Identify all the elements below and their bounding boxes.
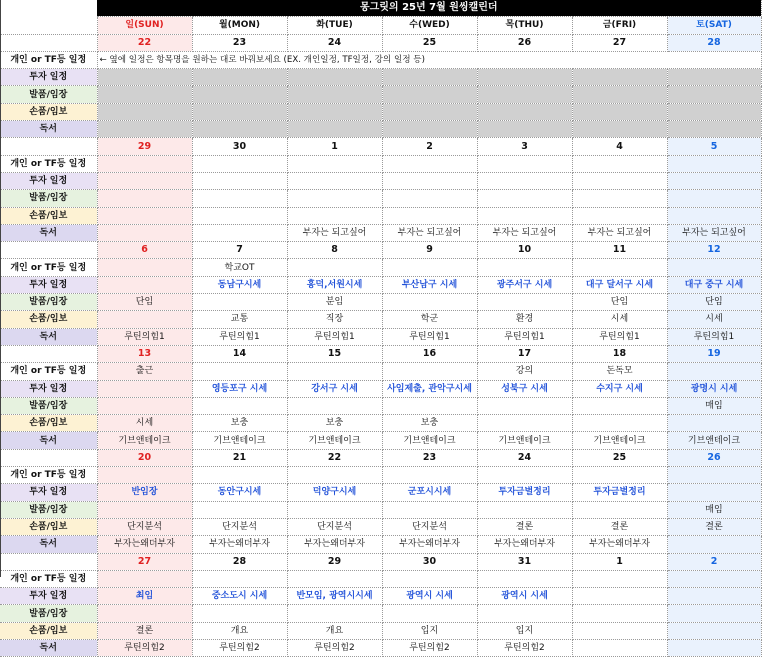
desk-research-cell[interactable] xyxy=(572,415,667,432)
reading-cell[interactable]: 부자는 되고싶어 xyxy=(382,224,477,241)
desk-research-cell[interactable]: 단지분석 xyxy=(97,518,192,535)
invest-schedule-cell[interactable] xyxy=(382,69,477,86)
date-cell[interactable]: 1 xyxy=(572,553,667,570)
date-cell[interactable]: 27 xyxy=(572,34,667,51)
reading-cell[interactable]: 기브앤테이크 xyxy=(477,432,572,449)
field-visit-cell[interactable] xyxy=(97,397,192,414)
invest-schedule-cell[interactable]: 동남구시세 xyxy=(192,276,287,293)
desk-research-cell[interactable] xyxy=(97,103,192,120)
field-visit-cell[interactable] xyxy=(97,86,192,103)
invest-schedule-cell[interactable]: 강서구 시세 xyxy=(287,380,382,397)
reading-cell[interactable]: 루틴의힘1 xyxy=(382,328,477,345)
tf-schedule-cell[interactable] xyxy=(382,467,477,484)
field-visit-cell[interactable] xyxy=(572,190,667,207)
invest-schedule-cell[interactable]: 대구 달서구 시세 xyxy=(572,276,667,293)
row-label-field-visit: 발품/임장 xyxy=(0,501,97,518)
tf-schedule-cell[interactable] xyxy=(192,570,287,587)
reading-cell[interactable]: 기브앤테이크 xyxy=(382,432,477,449)
field-visit-cell[interactable] xyxy=(382,605,477,622)
date-cell[interactable]: 3 xyxy=(477,138,572,155)
reading-cell[interactable] xyxy=(382,121,477,138)
date-cell[interactable]: 29 xyxy=(97,138,192,155)
day-header: 금(FRI) xyxy=(572,17,667,34)
row-label-invest-schedule: 투자 일정 xyxy=(0,69,97,86)
invest-schedule-cell[interactable]: 부산남구 시세 xyxy=(382,276,477,293)
desk-research-cell[interactable] xyxy=(287,103,382,120)
reading-cell[interactable]: 루틴의힘1 xyxy=(667,328,761,345)
desk-research-cell[interactable] xyxy=(572,622,667,639)
invest-schedule-cell[interactable] xyxy=(97,380,192,397)
desk-research-cell[interactable]: 단지분석 xyxy=(382,518,477,535)
desk-research-cell[interactable]: 시세 xyxy=(97,415,192,432)
invest-schedule-cell[interactable] xyxy=(572,69,667,86)
date-cell[interactable]: 30 xyxy=(192,138,287,155)
row-label-tf-schedule: 개인 or TF등 일정 xyxy=(0,259,97,276)
invest-schedule-cell[interactable] xyxy=(97,69,192,86)
tf-schedule-cell[interactable] xyxy=(572,155,667,172)
field-visit-cell[interactable] xyxy=(382,86,477,103)
tf-schedule-cell[interactable] xyxy=(97,155,192,172)
desk-research-cell[interactable]: 결론 xyxy=(572,518,667,535)
calendar-title: 몽그릿의 25년 7월 원씽캘린더 xyxy=(97,0,761,17)
date-cell[interactable]: 15 xyxy=(287,345,382,362)
tf-schedule-cell[interactable] xyxy=(97,467,192,484)
row-label-field-visit: 발품/임장 xyxy=(0,190,97,207)
tf-schedule-cell[interactable] xyxy=(97,259,192,276)
invest-schedule-cell[interactable]: 덕양구시세 xyxy=(287,484,382,501)
date-cell[interactable]: 9 xyxy=(382,242,477,259)
field-visit-cell[interactable] xyxy=(382,501,477,518)
tf-schedule-cell[interactable] xyxy=(287,363,382,380)
date-cell[interactable]: 6 xyxy=(97,242,192,259)
field-visit-cell[interactable] xyxy=(667,605,761,622)
field-visit-cell[interactable] xyxy=(192,605,287,622)
tf-schedule-cell[interactable] xyxy=(287,467,382,484)
field-visit-cell[interactable] xyxy=(287,86,382,103)
desk-research-cell[interactable] xyxy=(667,103,761,120)
desk-research-cell[interactable] xyxy=(572,207,667,224)
tf-schedule-cell[interactable] xyxy=(192,155,287,172)
tf-schedule-cell[interactable] xyxy=(382,363,477,380)
tf-schedule-cell[interactable] xyxy=(287,570,382,587)
desk-research-cell[interactable]: 결론 xyxy=(97,622,192,639)
reading-cell[interactable] xyxy=(572,639,667,656)
date-cell[interactable]: 5 xyxy=(667,138,761,155)
desk-research-cell[interactable]: 시세 xyxy=(667,311,761,328)
desk-research-cell[interactable] xyxy=(477,415,572,432)
desk-research-cell[interactable] xyxy=(572,103,667,120)
invest-schedule-cell[interactable] xyxy=(572,588,667,605)
desk-research-cell[interactable] xyxy=(192,207,287,224)
row-label-tf-schedule: 개인 or TF등 일정 xyxy=(0,363,97,380)
tf-schedule-cell[interactable] xyxy=(382,570,477,587)
corner-blank xyxy=(0,0,97,17)
row-label-invest-schedule: 투자 일정 xyxy=(0,172,97,189)
date-cell[interactable]: 18 xyxy=(572,345,667,362)
field-visit-cell[interactable] xyxy=(382,190,477,207)
week-date-label xyxy=(0,138,97,155)
invest-schedule-cell[interactable] xyxy=(667,69,761,86)
row-label-desk-research: 손품/임보 xyxy=(0,415,97,432)
desk-research-cell[interactable]: 결론 xyxy=(667,518,761,535)
tf-schedule-cell[interactable] xyxy=(287,259,382,276)
field-visit-cell[interactable] xyxy=(287,190,382,207)
invest-schedule-cell[interactable] xyxy=(477,69,572,86)
invest-schedule-cell[interactable] xyxy=(97,276,192,293)
desk-research-cell[interactable] xyxy=(667,415,761,432)
date-cell[interactable]: 16 xyxy=(382,345,477,362)
invest-schedule-cell[interactable] xyxy=(287,172,382,189)
invest-schedule-cell[interactable] xyxy=(97,172,192,189)
reading-cell[interactable]: 부자는 되고싶어 xyxy=(667,224,761,241)
field-visit-cell[interactable] xyxy=(477,501,572,518)
reading-cell[interactable]: 부자는왜더부자 xyxy=(477,536,572,553)
invest-schedule-cell[interactable]: 대구 중구 시세 xyxy=(667,276,761,293)
invest-schedule-cell[interactable] xyxy=(667,588,761,605)
field-visit-cell[interactable]: 분임 xyxy=(287,294,382,311)
tf-schedule-cell[interactable] xyxy=(192,363,287,380)
desk-research-cell[interactable] xyxy=(97,311,192,328)
day-header: 목(THU) xyxy=(477,17,572,34)
date-cell[interactable]: 28 xyxy=(192,553,287,570)
desk-research-cell[interactable]: 학군 xyxy=(382,311,477,328)
desk-research-cell[interactable]: 입지 xyxy=(382,622,477,639)
date-cell[interactable]: 28 xyxy=(667,34,761,51)
field-visit-cell[interactable] xyxy=(192,86,287,103)
reading-cell[interactable]: 루틴의힘1 xyxy=(572,328,667,345)
invest-schedule-cell[interactable] xyxy=(192,69,287,86)
tf-schedule-cell[interactable] xyxy=(572,570,667,587)
invest-schedule-cell[interactable]: 투자금별정리 xyxy=(572,484,667,501)
field-visit-cell[interactable] xyxy=(287,605,382,622)
tf-schedule-cell[interactable] xyxy=(97,570,192,587)
field-visit-cell[interactable]: 단임 xyxy=(97,294,192,311)
desk-research-cell[interactable]: 환경 xyxy=(477,311,572,328)
reading-cell[interactable]: 기브앤테이크 xyxy=(667,432,761,449)
reading-cell[interactable]: 루틴의힘2 xyxy=(477,639,572,656)
invest-schedule-cell[interactable] xyxy=(192,172,287,189)
row-label-reading: 독서 xyxy=(0,328,97,345)
desk-research-cell[interactable] xyxy=(382,207,477,224)
invest-schedule-cell[interactable]: 광명시 시세 xyxy=(667,380,761,397)
invest-schedule-cell[interactable]: 반모임, 광역시시세 xyxy=(287,588,382,605)
date-cell[interactable]: 29 xyxy=(287,553,382,570)
reading-cell[interactable]: 기브앤테이크 xyxy=(97,432,192,449)
reading-cell[interactable]: 부자는왜더부자 xyxy=(287,536,382,553)
tf-schedule-cell[interactable] xyxy=(477,570,572,587)
row-label-desk-research: 손품/임보 xyxy=(0,622,97,639)
desk-research-cell[interactable]: 교통 xyxy=(192,311,287,328)
row-label-field-visit: 발품/임장 xyxy=(0,294,97,311)
row-label-tf-schedule: 개인 or TF등 일정 xyxy=(0,51,97,68)
tf-schedule-cell[interactable] xyxy=(572,259,667,276)
desk-research-cell[interactable] xyxy=(192,103,287,120)
date-cell[interactable]: 10 xyxy=(477,242,572,259)
desk-research-cell[interactable] xyxy=(477,207,572,224)
invest-schedule-cell[interactable] xyxy=(287,69,382,86)
invest-schedule-cell[interactable] xyxy=(382,172,477,189)
date-cell[interactable]: 14 xyxy=(192,345,287,362)
invest-schedule-cell[interactable]: 사임제출, 관악구시세 xyxy=(382,380,477,397)
row-label-invest-schedule: 투자 일정 xyxy=(0,588,97,605)
reading-cell[interactable] xyxy=(97,224,192,241)
row-label-invest-schedule: 투자 일정 xyxy=(0,484,97,501)
reading-cell[interactable]: 루틴의힘2 xyxy=(287,639,382,656)
reading-cell[interactable] xyxy=(287,121,382,138)
week-date-label xyxy=(0,34,97,51)
row-label-desk-research: 손품/임보 xyxy=(0,518,97,535)
tf-schedule-cell[interactable]: 돈독모 xyxy=(572,363,667,380)
tf-schedule-cell[interactable] xyxy=(287,155,382,172)
reading-cell[interactable]: 기브앤테이크 xyxy=(192,432,287,449)
reading-cell[interactable]: 부자는왜더부자 xyxy=(192,536,287,553)
reading-cell[interactable] xyxy=(572,121,667,138)
invest-schedule-cell[interactable]: 중소도시 시세 xyxy=(192,588,287,605)
week-date-label xyxy=(0,345,97,362)
date-cell[interactable]: 26 xyxy=(477,34,572,51)
desk-research-cell[interactable] xyxy=(97,207,192,224)
date-cell[interactable]: 11 xyxy=(572,242,667,259)
header-blank xyxy=(0,17,97,34)
desk-research-cell[interactable]: 보충 xyxy=(287,415,382,432)
reading-cell[interactable] xyxy=(192,121,287,138)
invest-schedule-cell[interactable]: 최임 xyxy=(97,588,192,605)
row-label-reading: 독서 xyxy=(0,536,97,553)
row-label-field-visit: 발품/임장 xyxy=(0,397,97,414)
field-visit-cell[interactable] xyxy=(382,294,477,311)
date-cell[interactable]: 25 xyxy=(572,449,667,466)
date-cell[interactable]: 1 xyxy=(287,138,382,155)
invest-schedule-cell[interactable]: 성북구 시세 xyxy=(477,380,572,397)
desk-research-cell[interactable]: 직장 xyxy=(287,311,382,328)
date-cell[interactable]: 23 xyxy=(382,449,477,466)
invest-schedule-cell[interactable]: 광역시 시세 xyxy=(382,588,477,605)
date-cell[interactable]: 22 xyxy=(97,34,192,51)
reading-cell[interactable] xyxy=(667,639,761,656)
row-label-invest-schedule: 투자 일정 xyxy=(0,380,97,397)
invest-schedule-cell[interactable]: 광역시 시세 xyxy=(477,588,572,605)
reading-cell[interactable]: 부자는 되고싶어 xyxy=(477,224,572,241)
invest-schedule-cell[interactable]: 반임장 xyxy=(97,484,192,501)
row-label-desk-research: 손품/임보 xyxy=(0,311,97,328)
reading-cell[interactable] xyxy=(477,121,572,138)
day-header: 토(SAT) xyxy=(667,17,761,34)
reading-cell[interactable]: 부자는왜더부자 xyxy=(97,536,192,553)
reading-cell[interactable]: 부자는 되고싶어 xyxy=(287,224,382,241)
tf-schedule-cell[interactable]: 학교OT xyxy=(192,259,287,276)
row-label-tf-schedule: 개인 or TF등 일정 xyxy=(0,570,97,587)
date-cell[interactable]: 20 xyxy=(97,449,192,466)
field-visit-cell[interactable] xyxy=(287,397,382,414)
desk-research-cell[interactable]: 시세 xyxy=(572,311,667,328)
row-label-field-visit: 발품/임장 xyxy=(0,86,97,103)
invest-schedule-cell[interactable] xyxy=(572,172,667,189)
desk-research-cell[interactable]: 보충 xyxy=(382,415,477,432)
day-header: 월(MON) xyxy=(192,17,287,34)
tf-schedule-cell[interactable]: 강의 xyxy=(477,363,572,380)
reading-cell[interactable]: 기브앤테이크 xyxy=(287,432,382,449)
tf-schedule-cell[interactable] xyxy=(667,363,761,380)
date-cell[interactable]: 24 xyxy=(287,34,382,51)
tf-schedule-cell[interactable]: 출근 xyxy=(97,363,192,380)
date-cell[interactable]: 2 xyxy=(667,553,761,570)
date-cell[interactable]: 12 xyxy=(667,242,761,259)
invest-schedule-cell[interactable]: 동안구시세 xyxy=(192,484,287,501)
date-cell[interactable]: 24 xyxy=(477,449,572,466)
field-visit-cell[interactable] xyxy=(97,605,192,622)
date-cell[interactable]: 25 xyxy=(382,34,477,51)
field-visit-cell[interactable] xyxy=(97,190,192,207)
field-visit-cell[interactable]: 단임 xyxy=(572,294,667,311)
reading-cell[interactable]: 루틴의힘2 xyxy=(382,639,477,656)
desk-research-cell[interactable]: 결론 xyxy=(477,518,572,535)
tf-schedule-cell[interactable] xyxy=(667,467,761,484)
reading-cell[interactable]: 부자는왜더부자 xyxy=(382,536,477,553)
invest-schedule-cell[interactable] xyxy=(667,484,761,501)
reading-cell[interactable]: 루틴의힘1 xyxy=(192,328,287,345)
desk-research-cell[interactable]: 개요 xyxy=(287,622,382,639)
desk-research-cell[interactable] xyxy=(667,622,761,639)
row-label-desk-research: 손품/임보 xyxy=(0,103,97,120)
field-visit-cell[interactable] xyxy=(192,190,287,207)
desk-research-cell[interactable]: 단지분석 xyxy=(192,518,287,535)
field-visit-cell[interactable]: 매임 xyxy=(667,501,761,518)
tf-schedule-cell[interactable] xyxy=(192,467,287,484)
date-cell[interactable]: 30 xyxy=(382,553,477,570)
tf-schedule-cell[interactable] xyxy=(477,155,572,172)
reading-cell[interactable]: 루틴의힘1 xyxy=(287,328,382,345)
reading-cell[interactable]: 루틴의힘1 xyxy=(477,328,572,345)
field-visit-cell[interactable] xyxy=(572,501,667,518)
reading-cell[interactable] xyxy=(667,121,761,138)
field-visit-cell[interactable]: 단임 xyxy=(667,294,761,311)
invest-schedule-cell[interactable]: 광주서구 시세 xyxy=(477,276,572,293)
desk-research-cell[interactable] xyxy=(667,207,761,224)
field-visit-cell[interactable] xyxy=(572,605,667,622)
row-label-reading: 독서 xyxy=(0,121,97,138)
field-visit-cell[interactable] xyxy=(192,501,287,518)
reading-cell[interactable] xyxy=(192,224,287,241)
reading-cell[interactable]: 루틴의힘2 xyxy=(97,639,192,656)
date-cell[interactable]: 23 xyxy=(192,34,287,51)
field-visit-cell[interactable] xyxy=(667,190,761,207)
desk-research-cell[interactable] xyxy=(477,103,572,120)
field-visit-cell[interactable] xyxy=(477,294,572,311)
day-header: 수(WED) xyxy=(382,17,477,34)
field-visit-cell[interactable] xyxy=(477,190,572,207)
row-label-field-visit: 발품/임장 xyxy=(0,605,97,622)
field-visit-cell[interactable] xyxy=(477,86,572,103)
week-date-label xyxy=(0,449,97,466)
desk-research-cell[interactable]: 단지분석 xyxy=(287,518,382,535)
reading-cell[interactable]: 기브앤테이크 xyxy=(572,432,667,449)
field-visit-cell[interactable] xyxy=(287,501,382,518)
field-visit-cell[interactable] xyxy=(97,501,192,518)
row-label-desk-research: 손품/임보 xyxy=(0,207,97,224)
date-cell[interactable]: 27 xyxy=(97,553,192,570)
date-cell[interactable]: 7 xyxy=(192,242,287,259)
reading-cell[interactable] xyxy=(667,536,761,553)
date-cell[interactable]: 21 xyxy=(192,449,287,466)
tf-schedule-cell[interactable] xyxy=(382,259,477,276)
invest-schedule-cell[interactable]: 홍덕,서원시세 xyxy=(287,276,382,293)
invest-schedule-cell[interactable]: 수지구 시세 xyxy=(572,380,667,397)
tf-schedule-cell[interactable] xyxy=(572,467,667,484)
row-label-reading: 독서 xyxy=(0,639,97,656)
desk-research-cell[interactable]: 개요 xyxy=(192,622,287,639)
tf-schedule-cell[interactable] xyxy=(477,259,572,276)
date-cell[interactable]: 17 xyxy=(477,345,572,362)
reading-cell[interactable]: 부자는 되고싶어 xyxy=(572,224,667,241)
row-label-tf-schedule: 개인 or TF등 일정 xyxy=(0,467,97,484)
date-cell[interactable]: 2 xyxy=(382,138,477,155)
tf-schedule-cell[interactable] xyxy=(667,155,761,172)
field-visit-cell[interactable]: 매임 xyxy=(667,397,761,414)
day-header: 일(SUN) xyxy=(97,17,192,34)
desk-research-cell[interactable] xyxy=(287,207,382,224)
row-label-tf-schedule: 개인 or TF등 일정 xyxy=(0,155,97,172)
desk-research-cell[interactable]: 보충 xyxy=(192,415,287,432)
date-cell[interactable]: 19 xyxy=(667,345,761,362)
desk-research-cell[interactable]: 입지 xyxy=(477,622,572,639)
field-visit-cell[interactable] xyxy=(572,397,667,414)
row-label-invest-schedule: 투자 일정 xyxy=(0,276,97,293)
reading-cell[interactable]: 부자는왜더부자 xyxy=(572,536,667,553)
field-visit-cell[interactable] xyxy=(572,86,667,103)
field-visit-cell[interactable] xyxy=(192,294,287,311)
date-cell[interactable]: 4 xyxy=(572,138,667,155)
desk-research-cell[interactable] xyxy=(382,103,477,120)
field-visit-cell[interactable] xyxy=(477,605,572,622)
reading-cell[interactable]: 루틴의힘1 xyxy=(97,328,192,345)
row-label-reading: 독서 xyxy=(0,224,97,241)
date-cell[interactable]: 13 xyxy=(97,345,192,362)
week-date-label xyxy=(0,553,97,570)
invest-schedule-cell[interactable] xyxy=(667,172,761,189)
week-date-label xyxy=(0,242,97,259)
row-label-reading: 독서 xyxy=(0,432,97,449)
field-visit-cell[interactable] xyxy=(477,397,572,414)
field-visit-cell[interactable] xyxy=(382,397,477,414)
date-cell[interactable]: 22 xyxy=(287,449,382,466)
day-header: 화(TUE) xyxy=(287,17,382,34)
instruction-note: ← 옆에 일정은 항목명을 원하는 대로 바꿔보세요 (EX. 개인일정, TF일정, 강의 일정 등) xyxy=(97,51,761,68)
invest-schedule-cell[interactable]: 군포시시세 xyxy=(382,484,477,501)
invest-schedule-cell[interactable]: 영등포구 시세 xyxy=(192,380,287,397)
reading-cell[interactable] xyxy=(97,121,192,138)
invest-schedule-cell[interactable]: 투자금별정리 xyxy=(477,484,572,501)
tf-schedule-cell[interactable] xyxy=(477,467,572,484)
field-visit-cell[interactable] xyxy=(667,86,761,103)
date-cell[interactable]: 31 xyxy=(477,553,572,570)
date-cell[interactable]: 26 xyxy=(667,449,761,466)
reading-cell[interactable]: 루틴의힘2 xyxy=(192,639,287,656)
tf-schedule-cell[interactable] xyxy=(382,155,477,172)
date-cell[interactable]: 8 xyxy=(287,242,382,259)
tf-schedule-cell[interactable] xyxy=(667,570,761,587)
field-visit-cell[interactable] xyxy=(192,397,287,414)
invest-schedule-cell[interactable] xyxy=(477,172,572,189)
tf-schedule-cell[interactable] xyxy=(667,259,761,276)
